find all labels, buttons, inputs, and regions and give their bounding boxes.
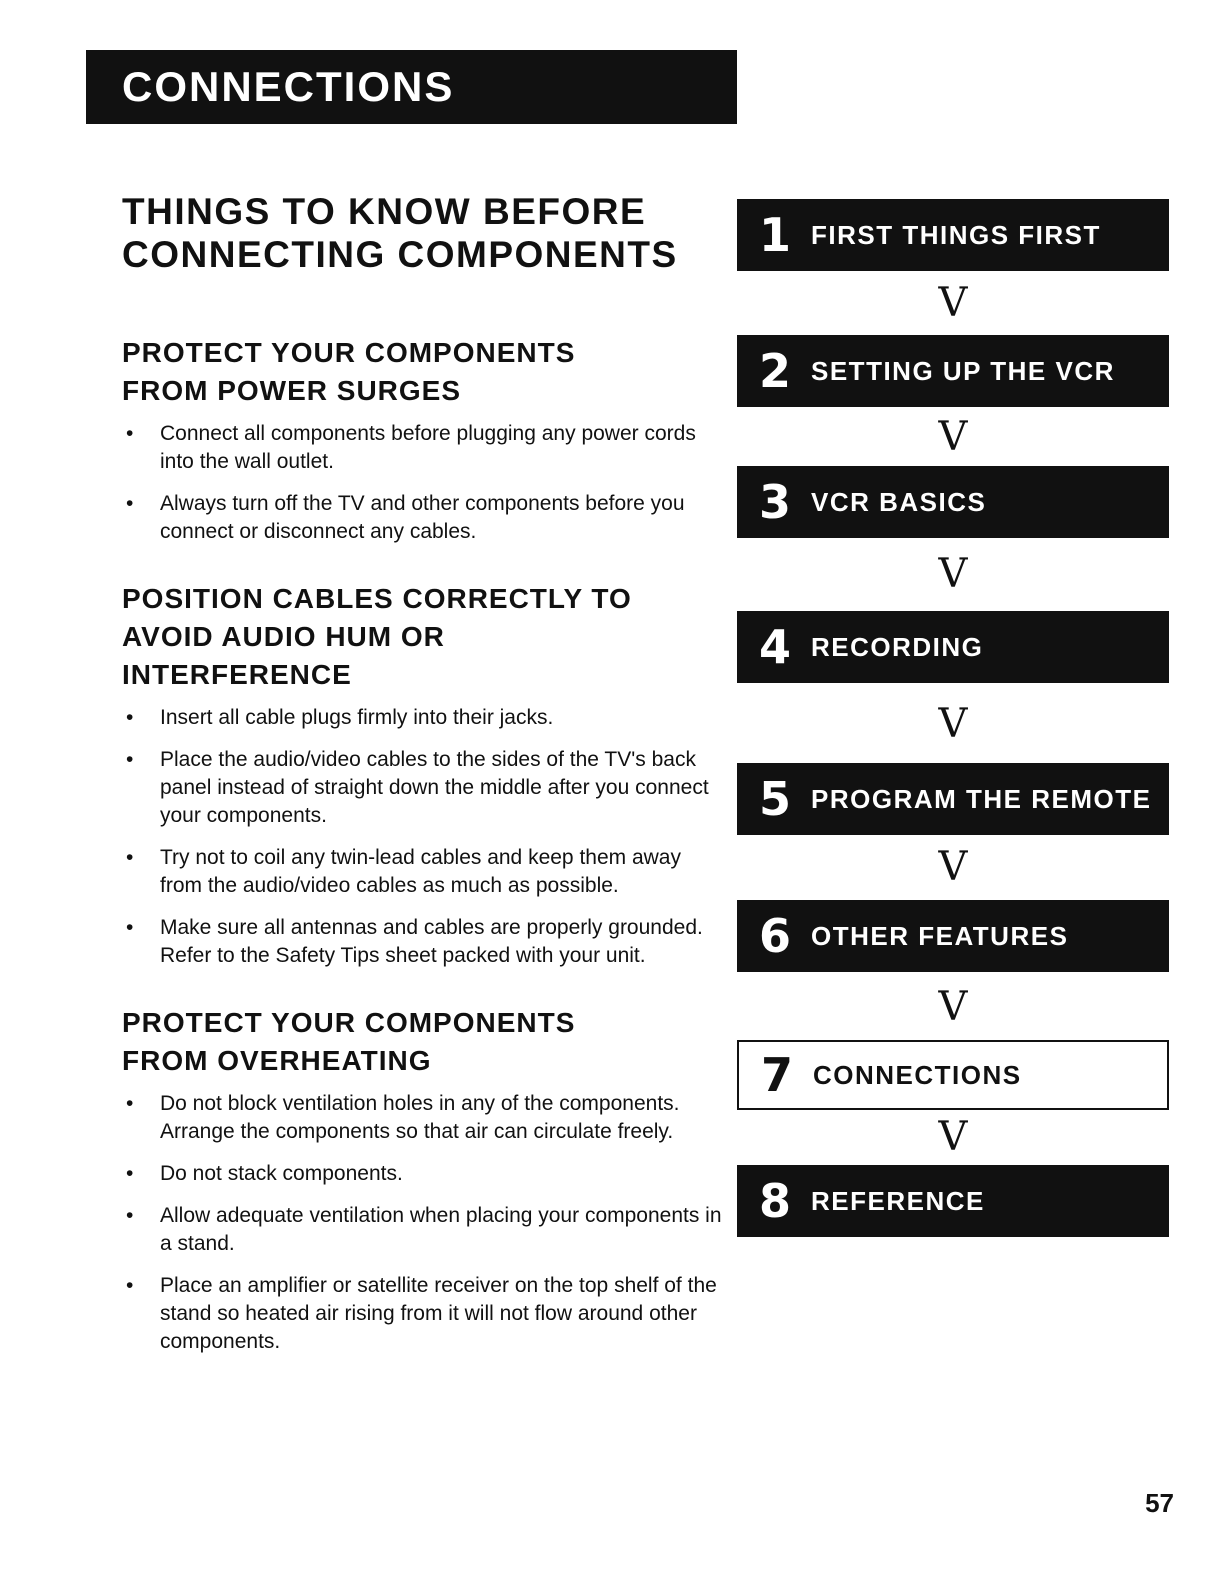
chapter-label: RECORDING (811, 631, 984, 662)
down-arrow-icon: V (938, 280, 968, 326)
chapter-tab-recording[interactable] (737, 611, 1169, 683)
bullet-item: • Connect all components before plugging any power cords into the wall outlet. (122, 420, 722, 476)
chapter-tab-setting-up-the-vcr[interactable] (737, 335, 1169, 407)
bullet-item: • Allow adequate ventilation when placing your components in a stand. (122, 1202, 722, 1258)
page-number: 57 (1145, 1488, 1174, 1518)
main-content (122, 190, 722, 1390)
down-arrow-icon: V (938, 414, 968, 460)
chapter-label: REFERENCE (811, 1185, 985, 1216)
chapter-tab-connections[interactable] (737, 1040, 1169, 1110)
section-title-line: PROTECT YOUR COMPONENTS (122, 337, 576, 368)
chapter-label: PROGRAM THE REMOTE (811, 783, 1152, 814)
chapter-banner (86, 50, 737, 124)
chapter-number: 2 (759, 344, 792, 398)
down-arrow-icon: V (938, 984, 968, 1030)
chapter-number: 6 (759, 909, 792, 963)
down-arrow-icon: V (938, 1114, 968, 1160)
page-title (122, 190, 722, 276)
chapter-number: 8 (759, 1174, 792, 1228)
section-title (122, 580, 722, 694)
down-arrow-icon: V (938, 844, 968, 890)
chapter-number: 1 (759, 208, 792, 262)
chapter-label: VCR BASICS (811, 486, 987, 517)
bullet-item: • Place an amplifier or satellite receiver on the top shelf of the stand so heated air rising from it will not flow around other components. (122, 1272, 722, 1356)
chapter-tab-program-the-remote[interactable] (737, 763, 1169, 835)
bullet-item: • Try not to coil any twin-lead cables and keep them away from the audio/video cables as much as possible. (122, 844, 722, 900)
chapter-number: 7 (761, 1048, 794, 1102)
bullet-list (122, 704, 722, 970)
section-title-line: AVOID AUDIO HUM OR (122, 621, 445, 652)
chapter-label: FIRST THINGS FIRST (811, 219, 1101, 250)
section-title (122, 334, 722, 410)
section-overheating (122, 1004, 722, 1356)
chapter-tab-first-things-first[interactable] (737, 199, 1169, 271)
chapter-number: 4 (759, 620, 792, 674)
down-arrow-icon: V (938, 551, 968, 597)
bullet-item: • Do not block ventilation holes in any of the components. Arrange the components so that air can circulate freely. (122, 1090, 722, 1146)
chapter-tab-reference[interactable] (737, 1165, 1169, 1237)
bullet-list (122, 420, 722, 546)
section-power-surges (122, 334, 722, 546)
bullet-list (122, 1090, 722, 1356)
page-title-line-1: THINGS TO KNOW BEFORE (122, 191, 647, 232)
chapter-label: OTHER FEATURES (811, 920, 1069, 951)
section-title-line: POSITION CABLES CORRECTLY TO (122, 583, 632, 614)
section-cable-position (122, 580, 722, 970)
chapter-label: SETTING UP THE VCR (811, 355, 1115, 386)
page-title-line-2: CONNECTING COMPONENTS (122, 234, 678, 275)
bullet-item: • Always turn off the TV and other components before you connect or disconnect any cables. (122, 490, 722, 546)
bullet-item: • Insert all cable plugs firmly into their jacks. (122, 704, 722, 732)
chapter-banner-title: CONNECTIONS (122, 63, 455, 110)
section-title-line: INTERFERENCE (122, 659, 352, 690)
bullet-item: • Place the audio/video cables to the sides of the TV's back panel instead of straight down the middle after you connect your components. (122, 746, 722, 830)
chapter-label: CONNECTIONS (813, 1059, 1022, 1090)
section-title-line: PROTECT YOUR COMPONENTS (122, 1007, 576, 1038)
section-title (122, 1004, 722, 1080)
chapter-number: 5 (759, 772, 792, 826)
chapter-tab-other-features[interactable] (737, 900, 1169, 972)
chapter-tab-vcr-basics[interactable] (737, 466, 1169, 538)
bullet-item: • Make sure all antennas and cables are properly grounded. Refer to the Safety Tips sheet packed with your unit. (122, 914, 722, 970)
section-title-line: FROM POWER SURGES (122, 375, 462, 406)
section-title-line: FROM OVERHEATING (122, 1045, 432, 1076)
bullet-item: • Do not stack components. (122, 1160, 722, 1188)
chapter-number: 3 (759, 475, 792, 529)
down-arrow-icon: V (938, 701, 968, 747)
